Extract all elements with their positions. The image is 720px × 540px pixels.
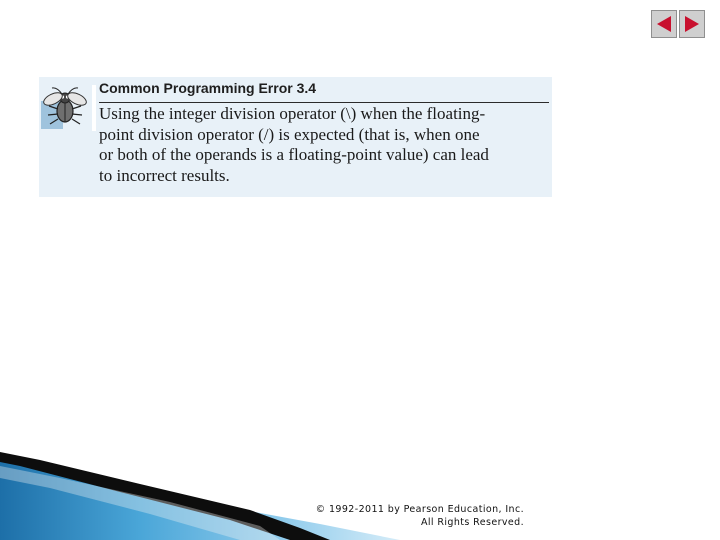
callout-body-line: to incorrect results. (99, 165, 230, 185)
right-triangle-icon (682, 14, 702, 34)
left-triangle-icon (654, 14, 674, 34)
copyright-notice (300, 503, 524, 529)
rights-line: All Rights Reserved. (420, 517, 524, 528)
title-underline (99, 102, 549, 103)
previous-slide-button[interactable] (651, 10, 677, 38)
common-error-callout (39, 77, 552, 197)
bug-icon (39, 83, 91, 135)
next-slide-button[interactable] (679, 10, 705, 38)
callout-body (99, 104, 551, 186)
callout-body-line: point division operator (/) is expected (that is, when one (99, 124, 480, 144)
callout-title: Common Programming Error 3.4 (99, 80, 317, 96)
copyright-line: © 1992-2011 by Pearson Education, Inc. (315, 504, 524, 515)
callout-body-line: or both of the operands is a floating-point value) can lead (99, 145, 489, 164)
callout-body-line: Using the integer division operator (\) when the floating- (99, 104, 486, 123)
slide-navigation (651, 10, 705, 38)
callout-divider (92, 85, 96, 131)
